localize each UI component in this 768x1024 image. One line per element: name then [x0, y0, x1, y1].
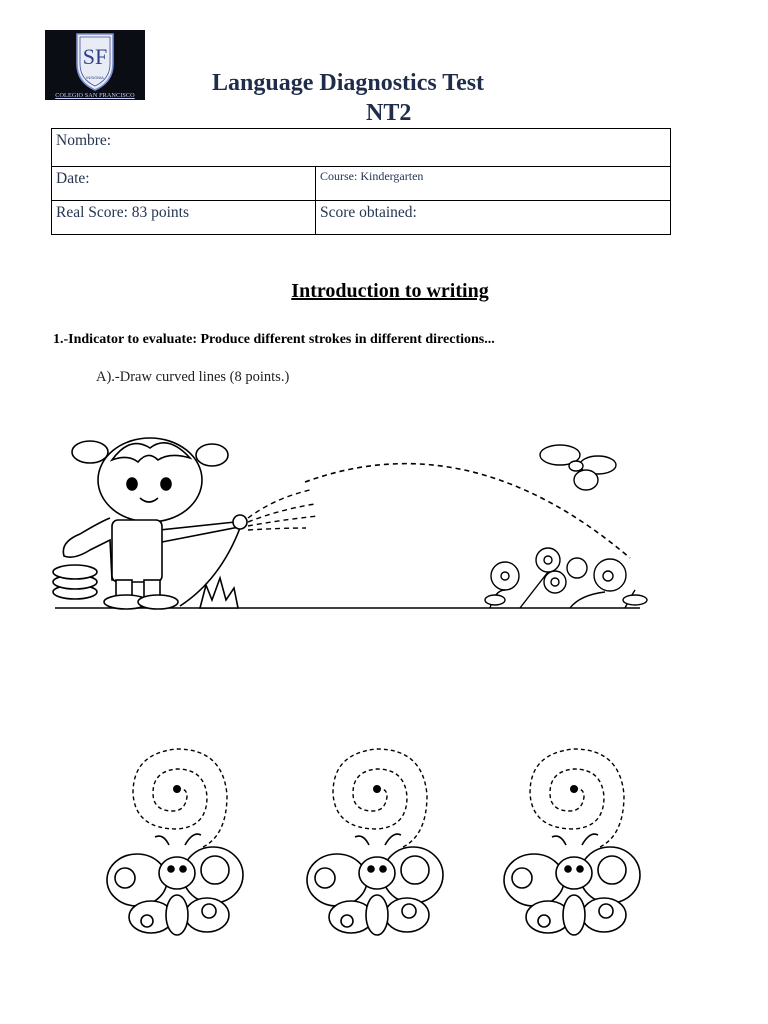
- page-subtitle: NT2: [366, 100, 412, 126]
- dashed-spiral-icon: [333, 749, 427, 847]
- svg-text:SF: SF: [82, 44, 108, 69]
- watering-scene-illustration: [50, 430, 650, 620]
- instruction-text: A).-Draw curved lines (8 points.): [96, 369, 290, 385]
- score-obtained-field[interactable]: Score obtained:: [316, 201, 671, 235]
- indicator-text: 1.-Indicator to evaluate: Produce different strokes in different directions...: [53, 332, 495, 347]
- real-score-field: Real Score: 83 points: [52, 201, 316, 235]
- logo-caption: COLEGIO SAN FRANCISCO: [55, 92, 135, 99]
- butterfly-icon: [307, 834, 443, 935]
- girl-watering-icon: [53, 438, 247, 609]
- spiral-exercise-3: [504, 749, 640, 935]
- flowers-icon: [485, 548, 647, 608]
- butterfly-icon: [504, 834, 640, 935]
- dashed-spiral-icon: [530, 749, 624, 847]
- school-logo: [45, 30, 145, 100]
- spiral-exercise-1: [107, 749, 243, 935]
- svg-text:INSIGNIA: INSIGNIA: [86, 75, 104, 80]
- spiral-tracing-row: [55, 725, 715, 955]
- page-title: Language Diagnostics Test: [212, 70, 485, 96]
- section-title: Introduction to writing: [291, 280, 489, 302]
- student-info-table: [51, 128, 671, 235]
- dashed-spiral-icon: [133, 749, 227, 847]
- nombre-field[interactable]: Nombre:: [52, 129, 671, 167]
- date-field[interactable]: Date:: [52, 167, 316, 201]
- butterfly-icon: [107, 834, 243, 935]
- spiral-exercise-2: [307, 749, 443, 935]
- course-field: Course: Kindergarten: [316, 167, 671, 201]
- butterfly-icon: [540, 445, 616, 490]
